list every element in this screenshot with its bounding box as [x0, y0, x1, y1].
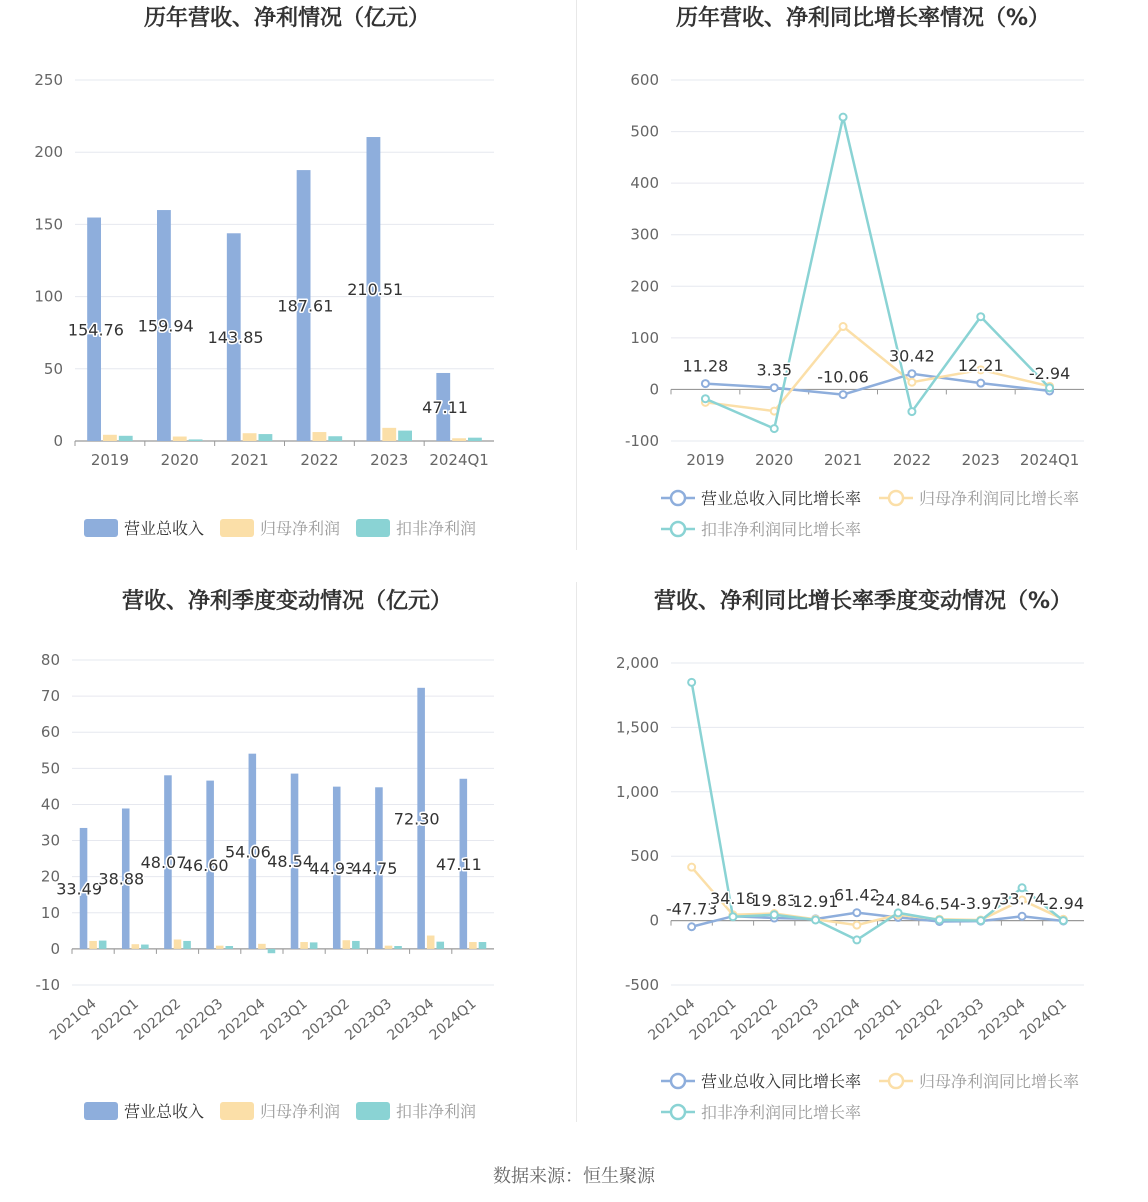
bar-net-profit	[216, 946, 224, 949]
point-value-label: -3.97	[960, 894, 1002, 914]
y-tick-label: 0	[50, 939, 60, 958]
x-tick-label: 2023Q4	[384, 995, 438, 1044]
legend-label: 归母净利润同比增长率	[919, 489, 1080, 508]
line-point	[936, 916, 943, 923]
annual-growth-rate-chart	[576, 0, 1148, 580]
legend-item	[879, 489, 1079, 508]
point-value-label: -10.06	[817, 367, 869, 387]
chart-title: 历年营收、净利同比增长率情况（%）	[675, 6, 1051, 31]
line-point	[702, 395, 709, 402]
y-tick-label: -500	[624, 976, 659, 994]
bar-deducted-profit	[119, 436, 133, 441]
bar-deducted-profit	[268, 949, 276, 953]
bar-value-label: 210.51	[347, 280, 404, 300]
bar-deducted-profit	[141, 945, 149, 949]
legend-swatch-marker	[671, 522, 685, 536]
line-point	[771, 384, 778, 391]
bar-deducted-profit	[183, 941, 191, 949]
bar-deducted-profit	[479, 942, 487, 949]
legend-swatch-marker	[671, 491, 685, 505]
point-value-label: 30.42	[889, 346, 935, 366]
x-tick-label: 2023Q1	[851, 995, 905, 1044]
point-value-label: -6.54	[918, 894, 961, 914]
x-tick-label: 2023Q2	[893, 995, 947, 1044]
line-point	[895, 909, 902, 916]
line-point	[977, 380, 984, 387]
line-point	[908, 379, 915, 386]
legend-swatch-marker	[671, 1105, 685, 1119]
line-point	[977, 313, 984, 320]
y-tick-label: 20	[40, 867, 60, 886]
point-value-label: -47.73	[665, 899, 718, 919]
y-tick-label: 0	[649, 380, 659, 399]
x-tick-label: 2024Q1	[426, 995, 480, 1044]
legend-item	[661, 1072, 861, 1091]
bar-net-profit	[385, 946, 393, 949]
bar-net-profit	[469, 942, 477, 949]
legend-item	[220, 519, 340, 538]
y-tick-label: -100	[624, 432, 659, 450]
y-tick-label: 150	[34, 215, 63, 234]
line-point	[840, 323, 847, 330]
x-tick-label: 2021	[230, 451, 269, 469]
x-tick-label: 2022	[892, 451, 932, 469]
bar-value-label: 72.30	[393, 809, 440, 829]
point-value-label: 19.83	[751, 891, 798, 911]
point-value-label: -2.94	[1028, 363, 1071, 383]
line-point	[688, 864, 695, 871]
chart-title: 历年营收、净利情况（亿元）	[143, 6, 431, 31]
chart-svg	[576, 0, 1148, 580]
legend-swatch-marker	[671, 1074, 685, 1088]
x-tick-label: 2022Q2	[727, 995, 781, 1044]
line-point	[688, 679, 695, 686]
y-tick-label: 60	[40, 723, 60, 742]
legend-item	[661, 1103, 861, 1122]
chart-title: 营收、净利同比增长率季度变动情况（%）	[653, 589, 1073, 614]
bar-net-profit	[313, 432, 327, 441]
x-tick-label: 2022Q2	[131, 995, 185, 1044]
legend-label: 归母净利润	[260, 1102, 341, 1121]
panel-divider-bottom	[576, 582, 577, 1122]
bar-deducted-profit	[352, 941, 360, 949]
series-line-deducted-profit-growth	[705, 117, 1049, 428]
point-value-label: 61.42	[833, 885, 880, 905]
y-tick-label: 10	[40, 903, 60, 922]
x-tick-label: 2023Q3	[342, 995, 396, 1044]
legend-label: 营业总收入	[124, 1102, 205, 1121]
y-tick-label: 30	[40, 831, 60, 850]
legend-label: 扣非净利润同比增长率	[701, 520, 862, 539]
x-tick-label: 2020	[755, 451, 794, 469]
bar-net-profit	[103, 435, 117, 441]
y-tick-label: 1,500	[616, 718, 659, 737]
y-tick-label: 70	[40, 687, 60, 706]
bar-net-profit	[343, 940, 351, 949]
legend-swatch	[356, 1102, 390, 1120]
legend-swatch	[84, 1102, 118, 1120]
legend-item	[879, 1072, 1079, 1091]
line-point	[702, 380, 709, 387]
legend-label: 营业总收入同比增长率	[701, 489, 862, 508]
y-tick-label: 40	[40, 795, 60, 814]
bar-value-label: 38.88	[98, 869, 145, 889]
bar-deducted-profit	[225, 946, 233, 949]
bar-value-label: 33.49	[56, 879, 103, 899]
chart-title: 营收、净利季度变动情况（亿元）	[121, 589, 453, 614]
y-tick-label: 300	[630, 225, 659, 244]
line-point	[853, 909, 860, 916]
x-tick-label: 2023Q1	[257, 995, 311, 1044]
y-tick-label: 50	[40, 759, 60, 778]
legend-label: 扣非净利润	[396, 519, 477, 538]
line-point	[840, 391, 847, 398]
legend-swatch-marker	[889, 491, 903, 505]
bar-deducted-profit	[99, 941, 107, 949]
chart-svg	[0, 580, 574, 1160]
x-tick-label: 2022Q4	[215, 995, 269, 1044]
y-tick-label: 500	[630, 122, 659, 141]
line-point	[853, 922, 860, 929]
bar-deducted-profit	[258, 434, 272, 441]
y-tick-label: 1,000	[616, 782, 659, 801]
bar-net-profit	[427, 936, 435, 949]
annual-revenue-profit-chart	[0, 0, 574, 580]
x-tick-label: 2022	[300, 451, 339, 469]
point-value-label: -2.94	[1042, 893, 1085, 913]
y-tick-label: 80	[40, 651, 60, 669]
bar-value-label: 54.06	[224, 842, 271, 862]
legend-item	[84, 1102, 204, 1121]
chart-svg	[0, 0, 574, 580]
x-tick-label: 2020	[160, 451, 199, 469]
x-tick-label: 2022Q3	[769, 995, 823, 1044]
bar-value-label: 47.11	[422, 397, 468, 417]
bar-value-label: 48.54	[267, 852, 314, 872]
point-value-label: 12.21	[957, 356, 1004, 376]
legend-label: 归母净利润	[260, 519, 341, 538]
x-tick-label: 2024Q1	[1019, 451, 1080, 469]
point-value-label: 33.74	[999, 889, 1045, 909]
legend-label: 扣非净利润同比增长率	[701, 1103, 862, 1122]
bar-value-label: 47.11	[435, 854, 482, 874]
legend-item	[356, 519, 476, 538]
legend-swatch	[356, 519, 390, 537]
bar-deducted-profit	[328, 436, 342, 441]
x-tick-label: 2022Q1	[686, 995, 740, 1044]
y-tick-label: 200	[34, 143, 63, 162]
y-tick-label: 100	[630, 328, 659, 347]
y-tick-label: 50	[43, 359, 63, 378]
x-tick-label: 2021Q4	[46, 995, 100, 1044]
legend-item	[356, 1102, 476, 1121]
y-tick-label: -10	[35, 976, 60, 994]
bar-value-label: 143.85	[207, 328, 264, 348]
bar-net-profit	[300, 942, 308, 949]
bar-deducted-profit	[436, 942, 444, 949]
point-value-label: 11.28	[682, 356, 729, 376]
line-point	[1046, 384, 1053, 391]
bar-net-profit	[174, 940, 182, 949]
x-tick-label: 2021Q4	[645, 995, 699, 1044]
x-tick-label: 2022Q3	[173, 995, 227, 1044]
bar-value-label: 154.76	[67, 320, 124, 340]
y-tick-label: 500	[630, 847, 659, 866]
line-point	[771, 425, 778, 432]
y-tick-label: 0	[53, 432, 63, 450]
line-point	[812, 916, 819, 923]
bar-deducted-profit	[394, 946, 402, 949]
bar-net-profit	[173, 437, 187, 441]
quarterly-revenue-profit-chart	[0, 580, 574, 1160]
x-tick-label: 2023Q2	[300, 995, 353, 1044]
point-value-label: 24.84	[875, 890, 922, 910]
bar-deducted-profit	[189, 439, 203, 441]
y-tick-label: 200	[630, 277, 659, 296]
chart-svg	[576, 580, 1148, 1160]
line-point	[840, 114, 847, 121]
x-tick-label: 2023Q4	[975, 995, 1029, 1044]
bar-net-profit	[243, 433, 257, 441]
legend-swatch	[84, 519, 118, 537]
y-tick-label: 0	[649, 911, 659, 930]
bar-net-profit	[258, 944, 266, 949]
x-tick-label: 2022Q4	[810, 995, 864, 1044]
y-tick-label: 100	[34, 287, 63, 306]
bar-net-profit	[452, 438, 466, 441]
legend-swatch	[220, 1102, 254, 1120]
x-tick-label: 2023Q3	[934, 995, 988, 1044]
x-tick-label: 2023	[370, 451, 409, 469]
legend-label: 扣非净利润	[396, 1102, 477, 1121]
legend-label: 营业总收入同比增长率	[701, 1072, 862, 1091]
legend-item	[661, 489, 861, 508]
bar-net-profit	[382, 428, 396, 441]
line-point	[1019, 913, 1026, 920]
legend-swatch	[220, 519, 254, 537]
point-value-label: 34.18	[710, 889, 756, 909]
bar-deducted-profit	[310, 942, 318, 949]
legend-label: 营业总收入	[124, 519, 205, 538]
y-tick-label: 600	[630, 71, 659, 89]
line-point	[1060, 917, 1067, 924]
line-point	[729, 913, 736, 920]
legend-item	[220, 1102, 340, 1121]
y-tick-label: 2,000	[616, 654, 659, 672]
x-tick-label: 2019	[686, 451, 725, 469]
line-point	[771, 911, 778, 918]
bar-value-label: 159.94	[137, 316, 194, 336]
x-tick-label: 2024Q1	[1017, 995, 1070, 1044]
x-tick-label: 2019	[90, 451, 130, 469]
bar-value-label: 48.07	[140, 853, 187, 873]
legend-swatch-marker	[889, 1074, 903, 1088]
bar-deducted-profit	[468, 438, 482, 441]
bar-value-label: 44.93	[309, 858, 356, 878]
bar-deducted-profit	[398, 431, 412, 441]
x-tick-label: 2024Q1	[429, 451, 489, 469]
bar-net-profit	[132, 944, 140, 949]
data-source-note: 数据来源：恒生聚源	[493, 1166, 655, 1187]
bar-net-profit	[89, 941, 97, 949]
legend-label: 归母净利润同比增长率	[919, 1072, 1080, 1091]
x-tick-label: 2021	[823, 451, 863, 469]
point-value-label: 3.35	[756, 360, 793, 380]
line-point	[977, 917, 984, 924]
bar-value-label: 187.61	[277, 296, 334, 316]
bar-value-label: 44.75	[351, 859, 398, 879]
legend-item	[661, 520, 861, 539]
x-tick-label: 2023	[961, 451, 1000, 469]
point-value-label: 12.91	[792, 891, 839, 911]
bar-value-label: 46.60	[182, 855, 229, 875]
quarterly-growth-rate-chart	[576, 580, 1148, 1160]
line-point	[688, 923, 695, 930]
legend-item	[84, 519, 204, 538]
y-tick-label: 250	[34, 71, 63, 89]
line-point	[908, 370, 915, 377]
panel-divider-top	[576, 0, 577, 550]
line-point	[853, 936, 860, 943]
y-tick-label: 400	[630, 174, 659, 193]
x-tick-label: 2022Q1	[89, 995, 142, 1044]
line-point	[908, 408, 915, 415]
